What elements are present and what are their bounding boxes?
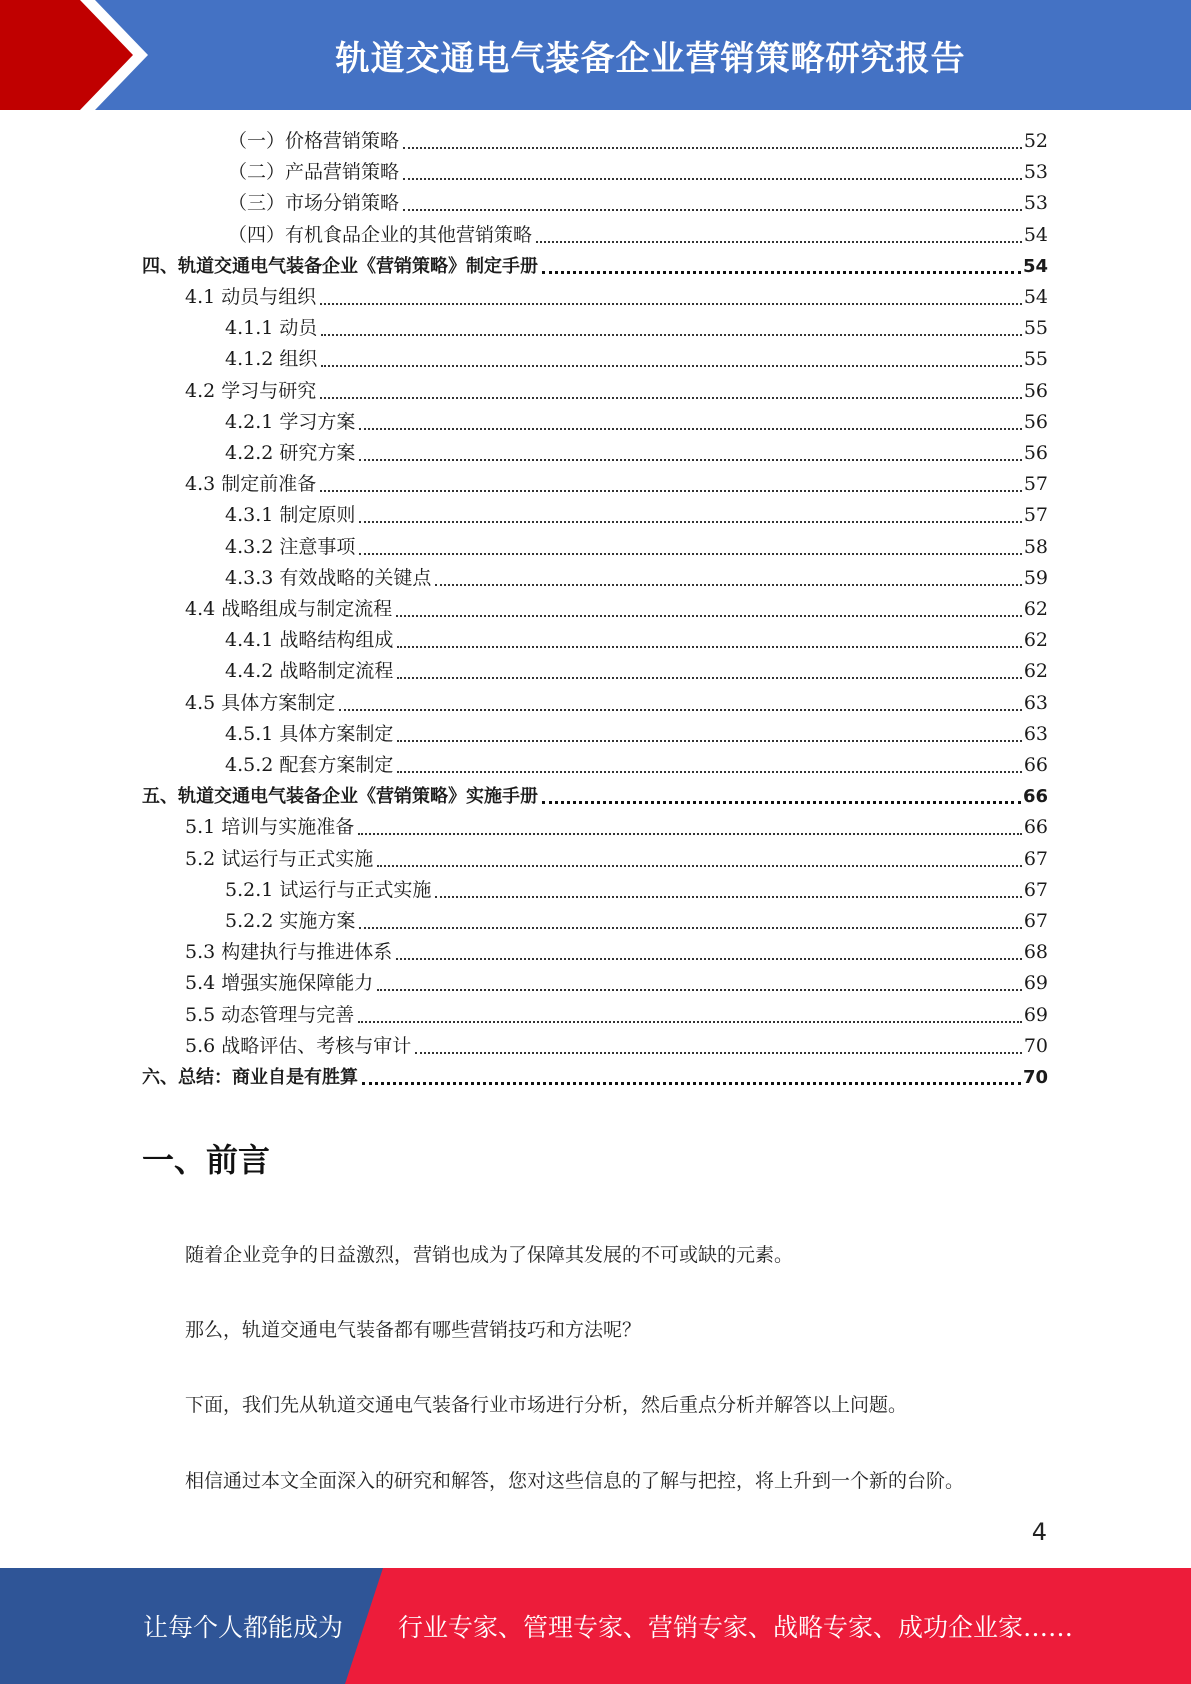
toc-entry-page: 56 <box>1023 410 1048 433</box>
toc-entry-title: 四、轨道交通电气装备企业《营销策略》制定手册 <box>142 255 538 277</box>
toc-entry-page: 56 <box>1023 442 1048 464</box>
toc-entry[interactable] <box>185 844 1048 875</box>
toc-entry-title: （一）价格营销策略 <box>228 130 400 152</box>
toc-entry-title: 4.5.2 配套方案制定 <box>225 754 394 776</box>
toc-entry[interactable] <box>228 157 1048 188</box>
paragraph: 那么，轨道交通电气装备都有哪些营销技巧和方法呢？ <box>185 1319 642 1341</box>
toc-entry[interactable] <box>225 344 1048 375</box>
toc-dot-leader <box>403 146 1022 149</box>
toc-entry-page: 66 <box>1023 754 1048 776</box>
toc-dot-leader <box>397 770 1021 773</box>
toc-entry-title: （三）市场分销策略 <box>228 192 400 215</box>
toc-entry-page: 56 <box>1023 379 1048 402</box>
toc-dot-leader <box>359 427 1021 430</box>
toc-entry-page: 55 <box>1023 317 1048 340</box>
toc-entry[interactable] <box>185 282 1048 313</box>
toc-entry-title: 5.6 战略评估、考核与审计 <box>185 1034 412 1057</box>
toc-entry[interactable] <box>225 313 1048 344</box>
toc-dot-leader <box>397 739 1021 742</box>
toc-entry[interactable] <box>225 719 1048 750</box>
toc-entry-title: 4.1.2 组织 <box>225 348 318 371</box>
footer-slogan-left: 让每个人都能成为 <box>143 1613 344 1642</box>
toc-entry[interactable] <box>185 688 1048 719</box>
toc-entry-page: 59 <box>1023 566 1048 589</box>
toc-entry[interactable] <box>185 812 1048 843</box>
toc-dot-leader <box>435 583 1021 586</box>
toc-entry[interactable] <box>185 1031 1048 1062</box>
toc-entry[interactable] <box>225 438 1048 469</box>
toc-entry-title: （二）产品营销策略 <box>228 161 400 184</box>
toc-entry-page: 54 <box>1023 286 1048 308</box>
toc-entry-title: （四）有机食品企业的其他营销策略 <box>228 223 533 246</box>
toc-entry-title: 4.3.1 制定原则 <box>225 504 356 527</box>
toc-entry[interactable] <box>142 1062 1048 1093</box>
toc-entry[interactable] <box>228 220 1048 251</box>
toc-entry-title: 4.4.1 战略结构组成 <box>225 629 394 652</box>
toc-dot-leader <box>339 708 1022 711</box>
toc-entry-page: 52 <box>1023 130 1048 152</box>
toc-entry-page: 67 <box>1023 910 1048 932</box>
toc-entry[interactable] <box>228 126 1048 157</box>
paragraph: 相信通过本文全面深入的研究和解答，您对这些信息的了解与把控，将上升到一个新的台阶。 <box>185 1470 965 1492</box>
toc-entry-page: 62 <box>1023 660 1048 683</box>
toc-dot-leader <box>359 552 1021 555</box>
toc-entry[interactable] <box>225 875 1048 906</box>
toc-dot-leader <box>397 676 1021 679</box>
toc-dot-leader <box>359 520 1021 523</box>
toc-dot-leader <box>321 364 1021 367</box>
toc-dot-leader <box>320 489 1022 492</box>
toc-entry-title: 4.5 具体方案制定 <box>185 691 336 714</box>
toc-entry[interactable] <box>225 906 1048 937</box>
page-number: 4 <box>1031 1518 1047 1546</box>
toc-entry-title: 4.3 制定前准备 <box>185 473 317 496</box>
toc-entry-page: 63 <box>1023 722 1048 745</box>
toc-entry[interactable] <box>185 376 1048 407</box>
toc-dot-leader <box>358 832 1022 835</box>
toc-dot-leader <box>397 645 1021 648</box>
toc-entry-page: 69 <box>1023 972 1048 995</box>
toc-entry-page: 62 <box>1023 598 1048 620</box>
toc-entry[interactable] <box>142 251 1048 282</box>
toc-entry-title: 5.2 试运行与正式实施 <box>185 847 374 870</box>
toc-entry[interactable] <box>225 532 1048 563</box>
toc-entry-page: 69 <box>1023 1003 1048 1026</box>
toc-entry-title: 5.2.2 实施方案 <box>225 910 356 932</box>
toc-dot-leader <box>396 614 1022 617</box>
toc-entry-page: 68 <box>1023 941 1048 964</box>
toc-entry-page: 66 <box>1022 786 1048 808</box>
toc-entry-title: 4.2.2 研究方案 <box>225 442 356 464</box>
footer-slogan-right: 行业专家、管理专家、营销专家、战略专家、成功企业家…… <box>398 1613 1074 1642</box>
toc-dot-leader <box>415 1051 1022 1054</box>
toc-entry-page: 70 <box>1022 1067 1048 1088</box>
toc-dot-leader <box>542 800 1021 804</box>
toc-dot-leader <box>358 1020 1022 1023</box>
toc-dot-leader <box>321 333 1021 336</box>
toc-entry-title: 4.2.1 学习方案 <box>225 410 356 433</box>
toc-entry[interactable] <box>185 594 1048 625</box>
toc-entry[interactable] <box>225 500 1048 531</box>
toc-entry[interactable] <box>185 1000 1048 1031</box>
toc-dot-leader <box>362 1081 1021 1085</box>
page-header <box>0 0 1191 110</box>
toc-dot-leader <box>359 926 1021 929</box>
toc-dot-leader <box>435 895 1021 898</box>
toc-dot-leader <box>536 240 1022 243</box>
toc-entry[interactable] <box>142 781 1048 812</box>
toc-entry-title: 4.4.2 战略制定流程 <box>225 660 394 683</box>
toc-dot-leader <box>377 864 1022 867</box>
toc-entry[interactable] <box>225 625 1048 656</box>
toc-dot-leader <box>403 208 1022 211</box>
toc-dot-leader <box>359 458 1021 461</box>
toc-entry[interactable] <box>225 656 1048 687</box>
toc-entry[interactable] <box>228 188 1048 219</box>
toc-dot-leader <box>377 988 1022 991</box>
toc-entry-title: 4.1.1 动员 <box>225 317 318 340</box>
toc-entry[interactable] <box>225 407 1048 438</box>
toc-entry-page: 70 <box>1023 1034 1048 1057</box>
toc-entry[interactable] <box>185 469 1048 500</box>
toc-dot-leader <box>320 396 1022 399</box>
paragraph: 下面，我们先从轨道交通电气装备行业市场进行分析，然后重点分析并解答以上问题。 <box>185 1394 908 1416</box>
toc-entry-title: 5.3 构建执行与推进体系 <box>185 941 393 964</box>
toc-entry-title: 5.4 增强实施保障能力 <box>185 972 374 995</box>
toc-entry[interactable] <box>225 750 1048 781</box>
toc-entry-title: 五、轨道交通电气装备企业《营销策略》实施手册 <box>142 786 538 808</box>
toc-entry-page: 57 <box>1023 473 1048 496</box>
toc-entry-title: 4.2 学习与研究 <box>185 379 317 402</box>
toc-entry-page: 55 <box>1023 348 1048 371</box>
toc-dot-leader <box>403 177 1022 180</box>
toc-entry-title: 5.5 动态管理与完善 <box>185 1003 355 1026</box>
toc-entry-title: 4.3.2 注意事项 <box>225 535 356 558</box>
toc-entry-page: 63 <box>1023 691 1048 714</box>
toc-entry-title: 六、总结：商业自是有胜算 <box>142 1067 358 1088</box>
toc-entry-page: 58 <box>1023 535 1048 558</box>
toc-entry-title: 5.1 培训与实施准备 <box>185 816 355 839</box>
toc-entry-page: 62 <box>1023 629 1048 652</box>
toc-entry-title: 4.4 战略组成与制定流程 <box>185 598 393 620</box>
toc-entry-page: 53 <box>1023 161 1048 184</box>
toc-dot-leader <box>396 957 1022 960</box>
header-arrow-decoration <box>0 0 160 110</box>
paragraph: 随着企业竞争的日益激烈，营销也成为了保障其发展的不可或缺的元素。 <box>185 1244 794 1266</box>
toc-entry[interactable] <box>225 563 1048 594</box>
toc-entry-page: 67 <box>1023 847 1048 870</box>
header-title: 轨道交通电气装备企业营销策略研究报告 <box>335 38 966 79</box>
toc-entry-title: 5.2.1 试运行与正式实施 <box>225 878 432 901</box>
toc-entry-page: 54 <box>1023 223 1048 246</box>
toc-entry-page: 67 <box>1023 878 1048 901</box>
toc-entry-page: 53 <box>1023 192 1048 215</box>
toc-entry-page: 66 <box>1023 816 1048 839</box>
toc-entry-page: 57 <box>1023 504 1048 527</box>
section-heading: 一、前言 <box>142 1141 271 1179</box>
toc-entry[interactable] <box>185 968 1048 999</box>
toc-entry-title: 4.3.3 有效战略的关键点 <box>225 566 432 589</box>
toc-dot-leader <box>542 270 1021 274</box>
toc-entry-title: 4.5.1 具体方案制定 <box>225 722 394 745</box>
page-footer <box>0 1568 1191 1684</box>
toc-entry-page: 54 <box>1022 255 1048 277</box>
toc-dot-leader <box>320 302 1022 305</box>
toc-entry[interactable] <box>185 937 1048 968</box>
toc-entry-title: 4.1 动员与组织 <box>185 286 317 308</box>
